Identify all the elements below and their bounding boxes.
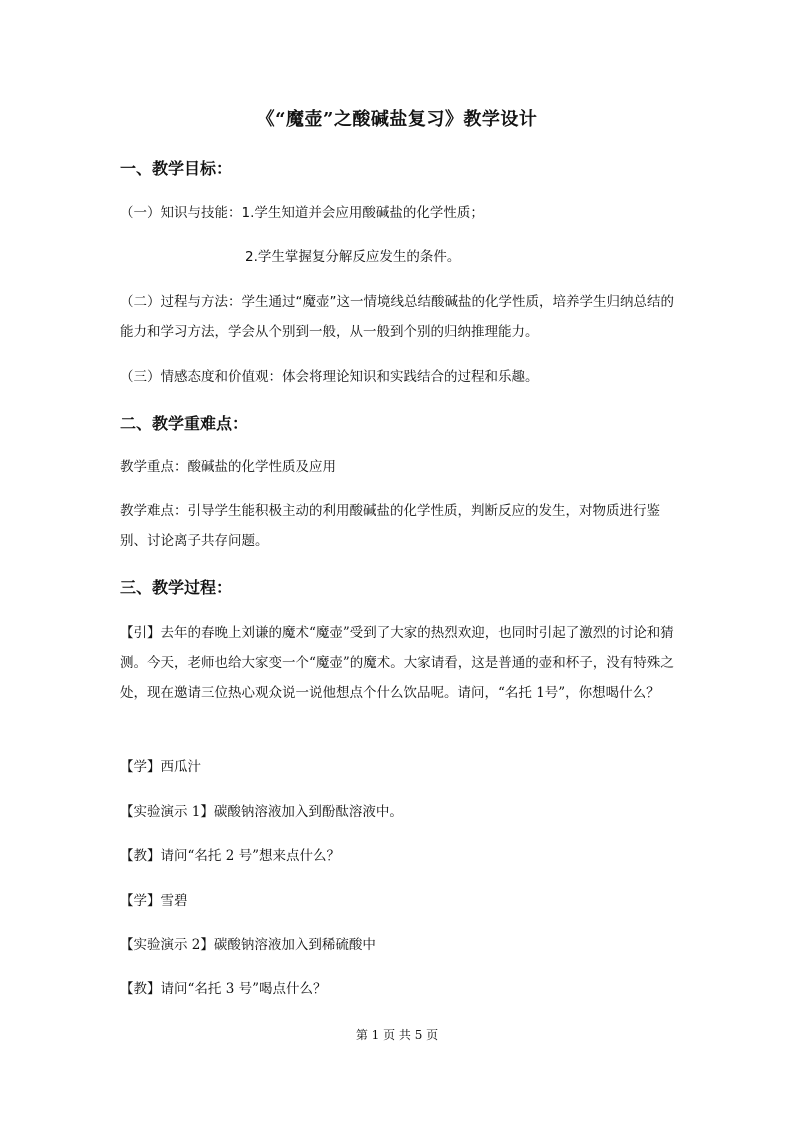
intro-paragraph: 【引】去年的春晚上刘谦的魔术“魔壶”受到了大家的热烈欢迎，也同时引起了激烈的讨论和猜测。今天，老师也给大家变一个“魔壶”的魔术。大家请看，这是普通的壶和杯子，没有特殊之处，现在邀请三位热心观众说一说他想点个什么饮品呢。请问，“名托 1号”，你想喝什么？: [120, 625, 674, 701]
teaching-difficulty: 教学难点：引导学生能积极主动的利用酸碱盐的化学性质，判断反应的发生，对物质进行鉴别、讨论离子共存问题。: [120, 503, 660, 549]
student-answer-1: 【学】西瓜汁: [120, 759, 201, 775]
section-heading-process: 三、教学过程：: [120, 578, 233, 597]
document-title: 《“魔壶”之酸碱盐复习》教学设计: [256, 109, 538, 130]
objective-knowledge-skills-2: 2.学生掌握复分解反应发生的条件。: [245, 249, 461, 265]
teaching-key-point: 教学重点：酸碱盐的化学性质及应用: [120, 459, 336, 475]
experiment-demo-2: 【实验演示 2】碳酸钠溶液加入到稀硫酸中: [120, 937, 376, 953]
objective-knowledge-skills: （一）知识与技能：1.学生知道并会应用酸碱盐的化学性质；: [120, 205, 484, 221]
section-heading-objectives: 一、教学目标：: [120, 159, 233, 178]
experiment-demo-1: 【实验演示 1】碳酸钠溶液加入到酚酞溶液中。: [120, 804, 403, 820]
objective-attitude-values: （三）情感态度和价值观：体会将理论知识和实践结合的过程和乐趣。: [120, 369, 539, 385]
page-number: 第 1 页 共 5 页: [355, 1028, 439, 1042]
objective-process-methods: （二）过程与方法：学生通过“魔壶”这一情境线总结酸碱盐的化学性质，培养学生归纳总结的能力和学习方法，学会从个别到一般，从一般到个别的归纳推理能力。: [120, 294, 674, 340]
teacher-question-2: 【教】请问“名托 2 号”想来点什么？: [120, 848, 340, 864]
teacher-question-3: 【教】请问“名托 3 号”喝点什么？: [120, 981, 327, 997]
student-answer-2: 【学】雪碧: [120, 893, 188, 909]
section-heading-key-points: 二、教学重难点：: [120, 414, 249, 433]
